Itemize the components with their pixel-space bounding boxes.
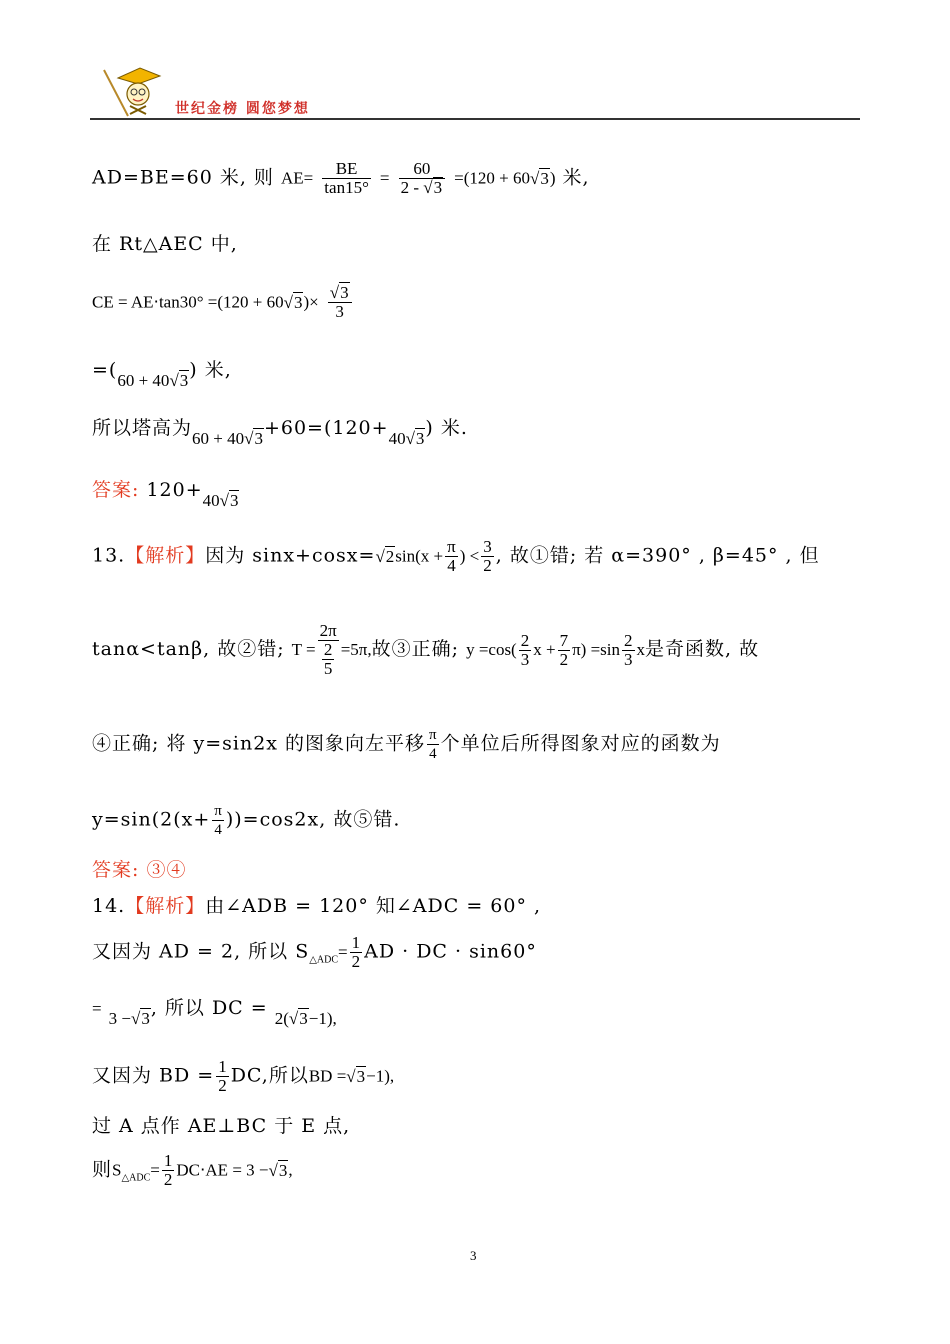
fraction [427, 726, 439, 763]
fraction [519, 632, 532, 669]
numerator: 1 [351, 933, 361, 952]
text: 又因为 BD = [92, 1064, 215, 1087]
answer-label: 答案: [92, 859, 140, 881]
line-tower-height [92, 416, 468, 448]
sqrt [220, 489, 240, 513]
text: 个单位后所得图象对应的函数为 [440, 732, 721, 755]
text: ) 米, [189, 359, 232, 381]
radical-sign: √ [244, 429, 254, 448]
text: ) 米. [425, 417, 468, 439]
math: AE [280, 168, 304, 188]
radicand: 3 [254, 429, 263, 448]
line-ce-result [92, 358, 232, 390]
text: DC,所以 [230, 1064, 309, 1087]
text: 则 [92, 1158, 113, 1181]
math: =(120 + 60 [454, 168, 530, 188]
radical-sign: √ [219, 491, 229, 510]
subscript: △ADC [309, 954, 339, 966]
numerator: 1 [218, 1057, 227, 1076]
text: 120+ [146, 479, 203, 501]
math: 40 [202, 491, 220, 510]
radicand: 3 [293, 292, 303, 312]
sqrt [423, 179, 443, 197]
radicand: 3 [433, 178, 443, 197]
header-slogan: 世纪金榜 圆您梦想 [175, 101, 310, 117]
numerator: 1 [163, 1151, 173, 1170]
fraction [481, 538, 494, 575]
question-number: 14. [92, 895, 126, 917]
math: BD = [308, 1066, 347, 1086]
denominator: 5 [323, 659, 333, 678]
numerator: 3 [483, 537, 492, 556]
subscript: △ADC [121, 1172, 151, 1184]
math: =5π, [340, 640, 372, 659]
math [109, 1009, 151, 1028]
denominator: 3 [335, 302, 344, 321]
denominator: 2 [559, 649, 569, 669]
denominator: 4 [429, 746, 437, 762]
denominator: 3 [624, 649, 633, 669]
q14-line-1 [92, 894, 541, 918]
denominator [399, 179, 446, 197]
math: 60 + 40 [117, 371, 170, 390]
answer-13 [92, 858, 186, 882]
radical-sign: √ [346, 1066, 356, 1086]
math: 2( [274, 1009, 289, 1028]
q14-line-5: 过 A 点作 AE⊥BC 于 E 点, [92, 1115, 351, 1137]
numerator: π [429, 727, 437, 743]
sqrt [284, 291, 304, 315]
radical-sign: √ [169, 371, 179, 390]
math: x [636, 640, 645, 659]
q14-line-4 [92, 1058, 394, 1104]
page-number: 3 [470, 1248, 477, 1263]
line-ae-value [92, 160, 590, 210]
text: tanα<tanβ, 故②错; [92, 638, 285, 660]
answer-value: ③④ [146, 859, 187, 881]
sqrt [244, 427, 264, 451]
text: 又因为 AD = 2, 所以 S [92, 940, 310, 963]
fraction [622, 632, 635, 669]
math: = [338, 942, 348, 962]
analysis-tag: 【解析】 [125, 895, 206, 917]
numerator: 2 [520, 630, 530, 650]
mascot-logo-icon [100, 64, 168, 120]
text: y=sin(2(x+ [92, 808, 211, 831]
math: ) [549, 168, 556, 188]
math: sin(x + [395, 546, 444, 566]
header-divider [90, 118, 860, 120]
math: = [150, 1160, 160, 1180]
fraction [558, 632, 571, 669]
text: 是奇函数, 故 [645, 638, 760, 660]
denominator: 3 [520, 649, 530, 669]
fraction [399, 160, 446, 197]
radicand: 2 [385, 546, 395, 566]
sqrt [131, 1007, 151, 1031]
numerator [328, 284, 352, 303]
text: =( [92, 359, 118, 381]
text: 所以塔高为 [92, 417, 193, 439]
math [203, 491, 240, 510]
answer-12 [92, 478, 239, 510]
line-ce-value [92, 284, 354, 321]
math: 3 − [108, 1009, 131, 1028]
fraction [328, 284, 352, 321]
math: −1), [366, 1066, 395, 1086]
text: , 故①错; 若 α=390° , β=45° , 但 [495, 544, 820, 567]
radicand: 3 [415, 429, 425, 448]
fraction [216, 1058, 229, 1095]
radicand: 3 [179, 371, 189, 390]
text: 米, [562, 166, 590, 189]
q14-line-6 [92, 1152, 293, 1198]
denominator: 2 [163, 1170, 173, 1189]
sqrt [530, 167, 550, 191]
answer-label: 答案: [92, 479, 140, 501]
q14-line-3 [92, 996, 337, 1028]
radical-sign: √ [268, 1160, 278, 1180]
sqrt [289, 1007, 309, 1031]
math: DC⋅AE = 3 − [176, 1160, 269, 1180]
text: AD=BE=60 米, 则 [92, 166, 274, 189]
math: ) < [459, 546, 480, 566]
math: = [303, 168, 314, 188]
math: = [379, 168, 390, 188]
fraction [318, 622, 339, 678]
denominator [318, 641, 339, 678]
math: )× [303, 292, 319, 312]
radicand: 3 [299, 1009, 308, 1028]
q13-line-4 [92, 802, 400, 848]
sqrt [330, 284, 350, 302]
radical-sign: √ [130, 1009, 141, 1028]
math: −1), [308, 1009, 337, 1028]
math: CE = AE⋅tan30° =(120 + 60 [92, 292, 284, 312]
radicand: 3 [356, 1066, 366, 1086]
fraction [162, 1152, 175, 1189]
fraction [350, 934, 363, 971]
numerator: 60 [399, 160, 446, 179]
radicand: 3 [141, 1009, 150, 1028]
math [389, 429, 426, 448]
radicand: 3 [340, 283, 349, 302]
denominator: 4 [447, 556, 456, 575]
text: , 所以 DC = [150, 997, 268, 1019]
denominator: 2 [351, 952, 361, 971]
math [192, 429, 264, 448]
numerator: BE [322, 160, 371, 179]
q13-line-3 [92, 726, 721, 772]
radical-sign: √ [375, 546, 385, 566]
denominator: 2 [218, 1076, 227, 1095]
sqrt [269, 1159, 289, 1183]
radical-sign: √ [529, 168, 540, 188]
radicand: 3 [229, 491, 239, 510]
numerator: π [214, 803, 222, 819]
fraction [445, 538, 458, 575]
radical-sign: √ [288, 1009, 299, 1028]
q13-line-2 [92, 622, 759, 698]
text: +60=(120+ [263, 417, 389, 439]
denominator: tan15° [324, 178, 369, 197]
denominator: 2 [483, 556, 492, 575]
sqrt [375, 545, 395, 569]
math: T = [291, 640, 316, 659]
numerator: 2π [319, 621, 337, 640]
text: ④正确; 将 y=sin2x 的图象向左平移 [92, 732, 426, 755]
fraction [322, 641, 335, 678]
math: π) =sin [572, 640, 620, 659]
text: ))=cos2x, 故⑤错. [225, 808, 401, 831]
q13-line-1 [92, 538, 820, 588]
numerator: 2 [323, 640, 333, 659]
sqrt [169, 369, 189, 393]
radicand: 3 [278, 1160, 288, 1180]
text: 由∠ADB = 120° 知∠ADC = 60° , [205, 895, 542, 917]
math: y =cos( [466, 640, 517, 659]
sqrt [346, 1065, 366, 1089]
radicand: 3 [540, 168, 549, 188]
text: AD · DC · sin60° [364, 940, 537, 963]
line-rt-aec: 在 Rt△AEC 中, [92, 233, 238, 255]
math: S [112, 1160, 122, 1180]
math: x + [533, 640, 556, 659]
radical-sign: √ [405, 429, 415, 448]
fraction [322, 160, 371, 197]
denominator: 4 [214, 822, 222, 838]
math: = [92, 999, 102, 1018]
radical-sign: √ [423, 178, 433, 197]
radical-sign: √ [329, 283, 340, 302]
q14-line-2 [92, 934, 537, 980]
analysis-tag: 【解析】 [125, 544, 206, 567]
question-number: 13. [92, 544, 126, 567]
numerator: 2 [624, 630, 633, 650]
math [117, 371, 189, 390]
text: 因为 sinx+cosx= [205, 544, 376, 567]
sqrt [406, 427, 426, 451]
numerator: π [447, 537, 456, 556]
fraction [212, 802, 224, 839]
text: 故③正确; [371, 638, 460, 660]
numerator: 7 [559, 630, 569, 650]
math [275, 1009, 337, 1028]
math: 60 + 40 [192, 429, 245, 448]
math: 2 - [400, 178, 419, 197]
math: 40 [388, 429, 406, 448]
radical-sign: √ [283, 292, 293, 312]
math: , [288, 1160, 293, 1180]
